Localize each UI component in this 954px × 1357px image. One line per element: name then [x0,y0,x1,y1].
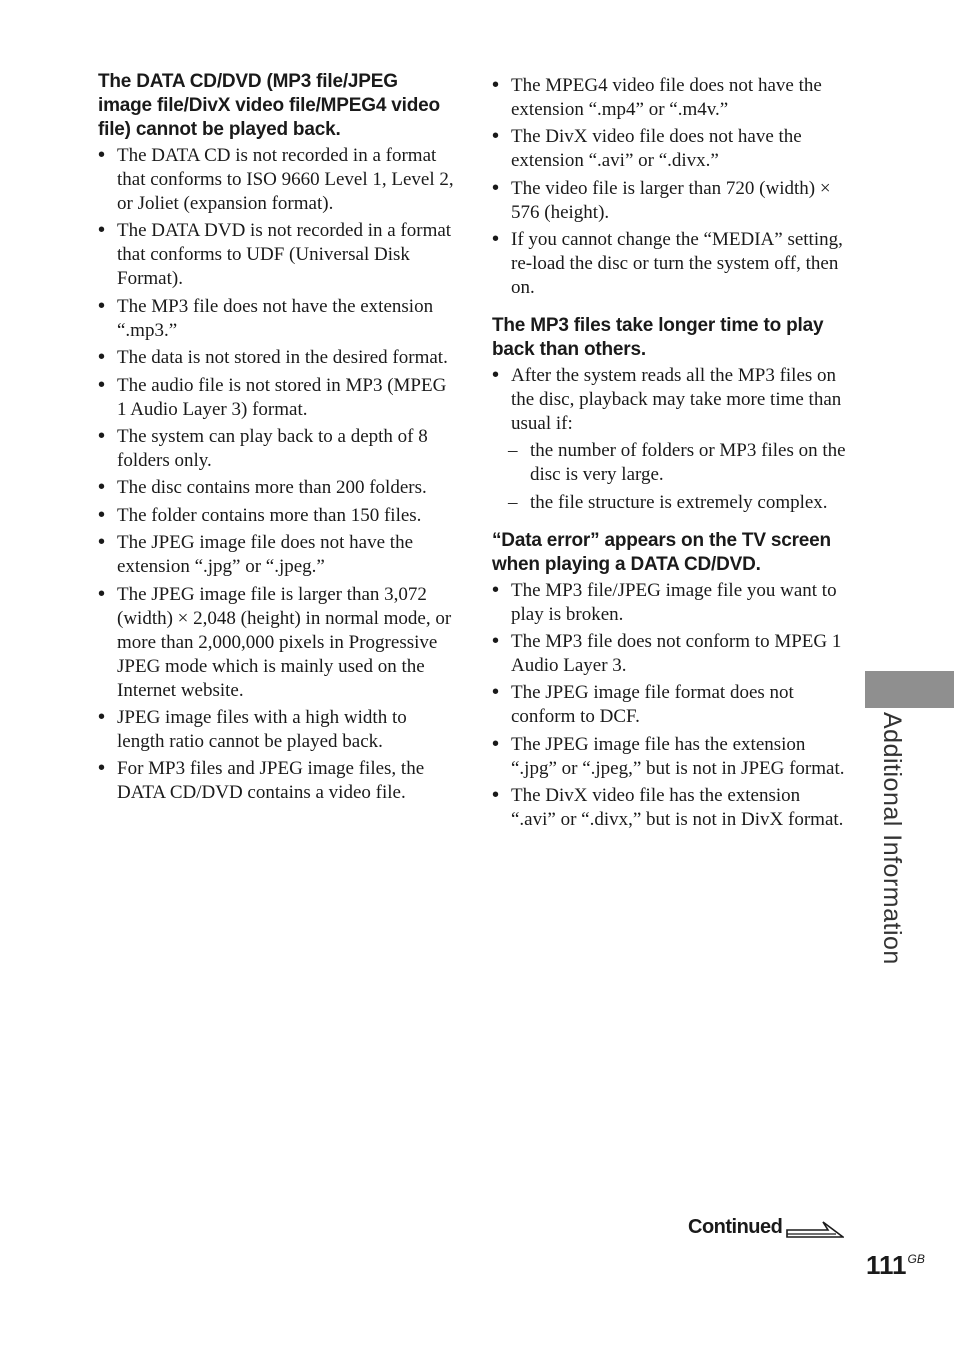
continued-label: Continued [688,1216,783,1238]
list-item: • The DivX video file does not have the extension “.avi” or “.divx.” [492,125,848,173]
chapter-tab [865,671,954,708]
list-item: • The audio file is not stored in MP3 (MPEG 1 Audio Layer 3) format. [98,374,454,422]
section-heading: “Data error” appears on the TV screen when playing a DATA CD/DVD. [492,529,831,575]
list-item: • For MP3 files and JPEG image files, the DATA CD/DVD contains a video file. [98,757,454,805]
sub-list [511,439,848,514]
list-item: • The MP3 file/JPEG image file you want to play is broken. [492,579,848,627]
continued-arrow-icon [786,1217,844,1239]
right-column [492,74,848,846]
list-item: • The DATA DVD is not recorded in a format that conforms to UDF (Universal Disk Format). [98,219,454,291]
list-item [492,364,848,514]
chapter-side-label: Additional Information [878,712,906,965]
page-region-suffix: GB [907,1252,925,1266]
sub-list-item: – the file structure is extremely complex. [511,491,848,515]
list-item: • The MP3 file does not conform to MPEG 1 Audio Layer 3. [492,630,848,678]
list-item: • JPEG image files with a high width to length ratio cannot be played back. [98,706,454,754]
section-heading: The DATA CD/DVD (MP3 file/JPEG image file/DivX video file/MPEG4 video file) cannot be played back. [98,71,440,140]
list-item: • The JPEG image file has the extension “.jpg” or “.jpeg,” but is not in JPEG format. [492,733,848,781]
list-item: • The MP3 file does not have the extension “.mp3.” [98,295,454,343]
bullet-list [492,579,848,833]
list-item: • The JPEG image file is larger than 3,072 (width) × 2,048 (height) in normal mode, or more than 2,000,000 pixels in Progressive JPEG mode which is mainly used on the Internet website. [98,583,454,703]
sub-list-item: – the number of folders or MP3 files on the disc is very large. [511,439,848,487]
list-item: • The data is not stored in the desired format. [98,346,454,370]
list-item: • If you cannot change the “MEDIA” setting, re-load the disc or turn the system off, then on. [492,228,848,300]
bullet-list [492,364,848,514]
section-data-cd-dvd [98,70,454,805]
list-item: • The JPEG image file does not have the extension “.jpg” or “.jpeg.” [98,531,454,579]
list-item: • The DivX video file has the extension “.avi” or “.divx,” but is not in DivX format. [492,784,848,832]
list-item: • The JPEG image file format does not conform to DCF. [492,681,848,729]
page-number-value: 111 [866,1250,907,1280]
list-item: • The MPEG4 video file does not have the extension “.mp4” or “.m4v.” [492,74,848,122]
section-continuation [492,74,848,300]
bullet-list [492,74,848,300]
list-item: • The system can play back to a depth of 8 folders only. [98,425,454,473]
list-item: • The DATA CD is not recorded in a format that conforms to ISO 9660 Level 1, Level 2, or Joliet (expansion format). [98,144,454,216]
bullet-list [98,144,454,805]
list-item: • The folder contains more than 150 files. [98,504,454,528]
left-column [98,70,454,819]
list-item-text: After the system reads all the MP3 files on the disc, playback may take more time than usual if: [511,365,842,435]
list-item: • The disc contains more than 200 folders. [98,476,454,500]
section-mp3-slow [492,314,848,514]
section-data-error [492,529,848,833]
page-number [866,1250,925,1281]
continued-indicator [688,1216,844,1239]
section-heading: The MP3 files take longer time to play back than others. [492,315,824,361]
list-item: • The video file is larger than 720 (width) × 576 (height). [492,177,848,225]
